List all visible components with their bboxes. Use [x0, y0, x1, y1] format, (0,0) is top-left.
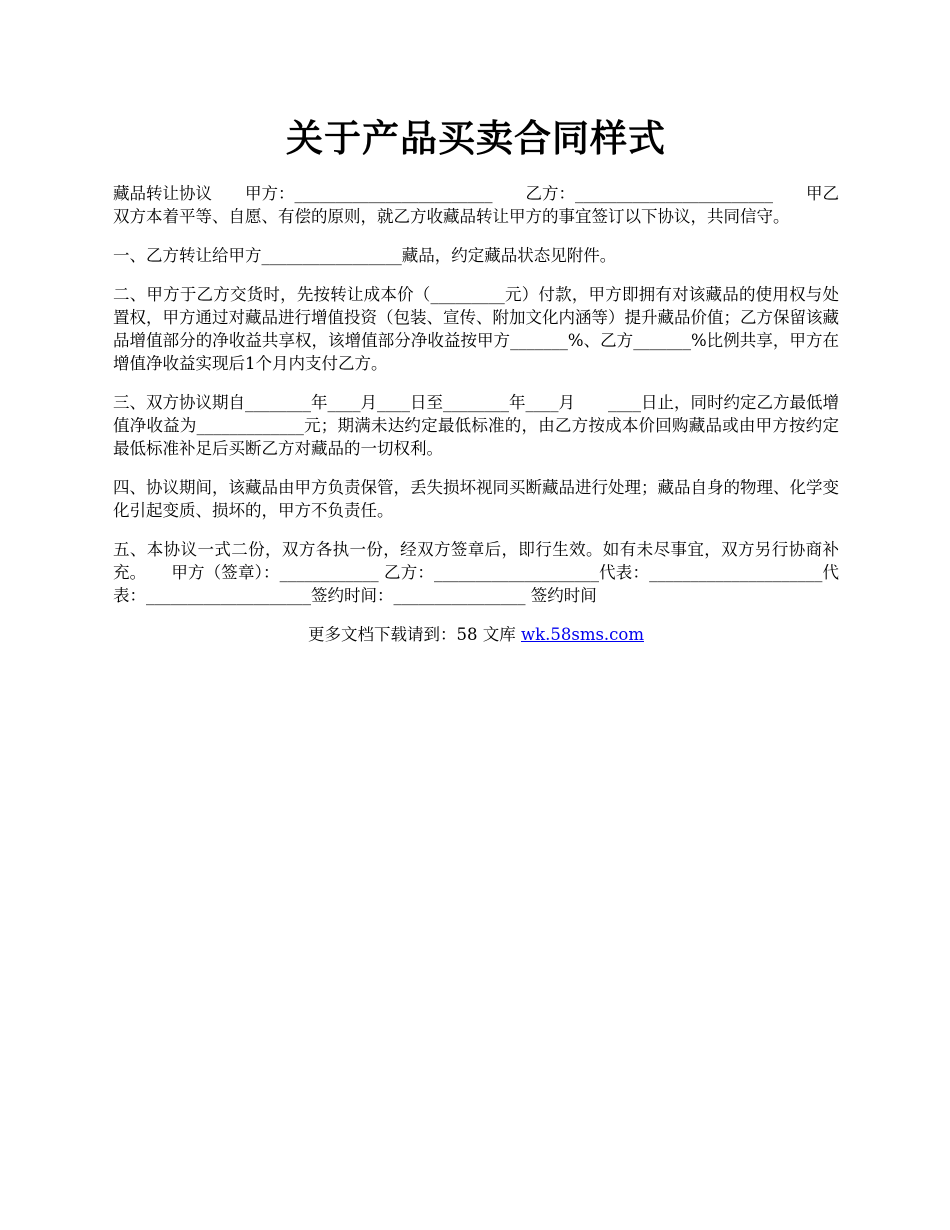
clause-3: 三、双方协议期自________年____月____日至________年____月 ____日止，同时约定乙方最低增值净收益为_____________元；期满未达约定最低标准的，由乙方按成本价回购藏品或由甲方按约定最低标准补足后买断乙方对藏品的一切权利。	[113, 393, 839, 458]
clause-1: 一、乙方转让给甲方_________________藏品，约定藏品状态见附件。	[113, 246, 617, 265]
intro-paragraph: 藏品转让协议 甲方：________________________ 乙方：________________________ 甲乙双方本着平等、自愿、有偿的原则，就乙方收藏品转让甲方的事宜签订以下协议，共同信守。	[113, 184, 839, 226]
document-page	[113, 112, 839, 646]
footer-text: 更多文档下载请到：58 文库	[307, 625, 521, 644]
clause-2: 二、甲方于乙方交货时，先按转让成本价（_________元）付款，甲方即拥有对该藏品的使用权与处置权，甲方通过对藏品进行增值投资（包装、宣传、附加文化内涵等）提升藏品价值；乙方保留该藏品增值部分的净收益共享权，该增值部分净收益按甲方_______%、乙方_______%比例共享，甲方在增值净收益实现后1个月内支付乙方。	[113, 285, 839, 373]
clause-5: 五、本协议一式二份，双方各执一份，经双方签章后，即行生效。如有未尽事宜，双方另行协商补充。 甲方（签章）：____________ 乙方：____________________代表：_____________________代表：____________________签约时间：________________ 签约时间	[113, 540, 839, 605]
clause-4: 四、协议期间，该藏品由甲方负责保管，丢失损坏视同买断藏品进行处理；藏品自身的物理、化学变化引起变质、损坏的，甲方不负责任。	[113, 478, 839, 520]
footer-link[interactable]: wk.58sms.com	[520, 625, 644, 644]
document-title: 关于产品买卖合同样式	[286, 116, 666, 160]
footer	[113, 623, 839, 646]
